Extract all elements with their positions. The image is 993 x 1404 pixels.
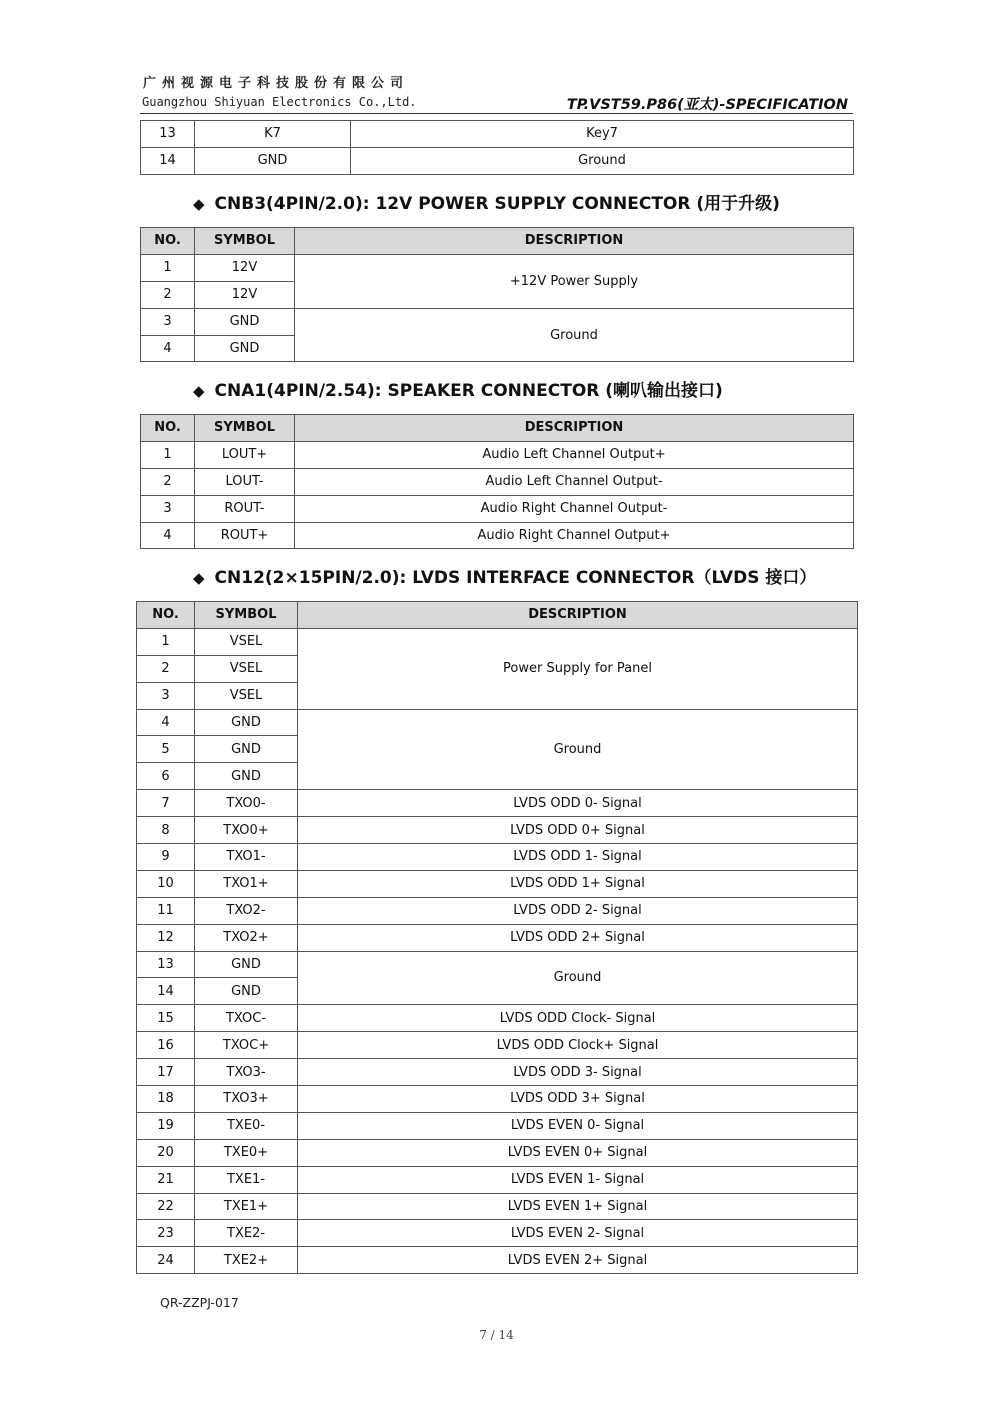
column-header-description: DESCRIPTION: [295, 415, 854, 442]
pin-number: 4: [137, 709, 195, 736]
pin-number: 15: [137, 1005, 195, 1032]
pin-symbol: VSEL: [195, 655, 298, 682]
column-header-no: NO.: [141, 228, 195, 255]
pin-number: 1: [141, 254, 195, 281]
pin-number: 1: [137, 628, 195, 655]
table-row: [141, 121, 854, 148]
table-row: [137, 1139, 858, 1166]
pin-description: Audio Right Channel Output-: [295, 495, 854, 522]
pin-description: Key7: [351, 121, 854, 148]
pin-symbol: TXO3-: [195, 1059, 298, 1086]
pin-symbol: GND: [195, 709, 298, 736]
pin-description: +12V Power Supply: [295, 254, 854, 308]
section-heading-cnb3: [193, 189, 780, 214]
pin-description: LVDS EVEN 2+ Signal: [298, 1247, 858, 1274]
pin-description: Ground: [295, 308, 854, 362]
pin-number: 3: [141, 308, 195, 335]
pin-number: 21: [137, 1166, 195, 1193]
table-row: [141, 441, 854, 468]
column-header-symbol: SYMBOL: [195, 228, 295, 255]
pin-description: LVDS ODD 3- Signal: [298, 1059, 858, 1086]
pin-number: 7: [137, 790, 195, 817]
header-row: [141, 415, 854, 442]
pin-symbol: TXE2-: [195, 1220, 298, 1247]
table-row: [137, 1086, 858, 1113]
pin-description: Power Supply for Panel: [298, 628, 858, 709]
pin-symbol: LOUT-: [195, 468, 295, 495]
pin-symbol: TXO0+: [195, 817, 298, 844]
pin-symbol: VSEL: [195, 682, 298, 709]
page-number: 7 / 14: [479, 1328, 514, 1342]
pin-symbol: GND: [195, 763, 298, 790]
pin-symbol: TXO2+: [195, 924, 298, 951]
pin-number: 20: [137, 1139, 195, 1166]
pin-description: Audio Left Channel Output+: [295, 441, 854, 468]
pin-description: Ground: [298, 951, 858, 1005]
diamond-bullet-icon: ◆: [193, 569, 205, 587]
pin-symbol: TXO0-: [195, 790, 298, 817]
pin-description: LVDS ODD 0- Signal: [298, 790, 858, 817]
pin-number: 8: [137, 817, 195, 844]
pin-number: 2: [141, 468, 195, 495]
pin-number: 9: [137, 844, 195, 871]
header-row: [137, 602, 858, 629]
pin-number: 16: [137, 1032, 195, 1059]
cna1-pin-table: [140, 414, 854, 549]
pin-description: LVDS ODD 2+ Signal: [298, 924, 858, 951]
table-row: [137, 628, 858, 655]
diamond-bullet-icon: ◆: [193, 195, 205, 213]
form-code: QR-ZZPJ-017: [160, 1295, 239, 1310]
key-continuation-table: [140, 120, 854, 175]
pin-description: LVDS ODD 3+ Signal: [298, 1086, 858, 1113]
table-row: [137, 924, 858, 951]
pin-number: 19: [137, 1112, 195, 1139]
pin-number: 14: [141, 147, 195, 174]
column-header-description: DESCRIPTION: [295, 228, 854, 255]
pin-number: 3: [137, 682, 195, 709]
column-header-no: NO.: [137, 602, 195, 629]
section-title: CN12(2×15PIN/2.0): LVDS INTERFACE CONNECTOR（LVDS 接口）: [214, 568, 817, 588]
pin-number: 4: [141, 522, 195, 549]
diamond-bullet-icon: ◆: [193, 382, 205, 400]
pin-symbol: GND: [195, 736, 298, 763]
pin-symbol: TXE1+: [195, 1193, 298, 1220]
table-row: [137, 1247, 858, 1274]
pin-symbol: VSEL: [195, 628, 298, 655]
pin-description: LVDS ODD Clock+ Signal: [298, 1032, 858, 1059]
pin-number: 4: [141, 335, 195, 362]
pin-symbol: GND: [195, 308, 295, 335]
pin-symbol: LOUT+: [195, 441, 295, 468]
pin-symbol: GND: [195, 335, 295, 362]
pin-description: LVDS EVEN 0+ Signal: [298, 1139, 858, 1166]
section-title: CNA1(4PIN/2.54): SPEAKER CONNECTOR (喇叭输出接口): [214, 381, 723, 401]
table-row: [137, 1059, 858, 1086]
pin-number: 23: [137, 1220, 195, 1247]
column-header-description: DESCRIPTION: [298, 602, 858, 629]
pin-symbol: TXE2+: [195, 1247, 298, 1274]
table-row: [137, 1005, 858, 1032]
table-row: [137, 790, 858, 817]
pin-number: 11: [137, 897, 195, 924]
document-title: TP.VST59.P86(亚太)-SPECIFICATION: [566, 97, 848, 113]
table-row: [137, 951, 858, 978]
header-row: [141, 228, 854, 255]
pin-number: 13: [141, 121, 195, 148]
pin-symbol: TXO1+: [195, 870, 298, 897]
pin-number: 10: [137, 870, 195, 897]
pin-description: LVDS EVEN 0- Signal: [298, 1112, 858, 1139]
pin-number: 14: [137, 978, 195, 1005]
pin-description: Audio Right Channel Output+: [295, 522, 854, 549]
table-row: [137, 709, 858, 736]
pin-number: 3: [141, 495, 195, 522]
pin-symbol: TXO3+: [195, 1086, 298, 1113]
table-row: [141, 254, 854, 281]
pin-description: LVDS EVEN 1- Signal: [298, 1166, 858, 1193]
table-row: [137, 817, 858, 844]
pin-symbol: TXE1-: [195, 1166, 298, 1193]
column-header-symbol: SYMBOL: [195, 415, 295, 442]
pin-symbol: ROUT+: [195, 522, 295, 549]
pin-number: 18: [137, 1086, 195, 1113]
cnb3-pin-table: [140, 227, 854, 362]
pin-number: 5: [137, 736, 195, 763]
pin-symbol: GND: [195, 978, 298, 1005]
company-name-chinese: 广州视源电子科技股份有限公司: [143, 76, 410, 91]
pin-symbol: GND: [195, 147, 351, 174]
pin-number: 13: [137, 951, 195, 978]
pin-symbol: 12V: [195, 281, 295, 308]
header-divider: [140, 113, 853, 114]
table-row: [141, 495, 854, 522]
company-name-english: Guangzhou Shiyuan Electronics Co.,Ltd.: [142, 95, 417, 109]
pin-symbol: GND: [195, 951, 298, 978]
pin-description: Audio Left Channel Output-: [295, 468, 854, 495]
pin-description: LVDS ODD 1+ Signal: [298, 870, 858, 897]
pin-description: LVDS ODD 0+ Signal: [298, 817, 858, 844]
table-row: [137, 897, 858, 924]
section-heading-cn12: [193, 563, 816, 588]
table-row: [137, 1193, 858, 1220]
table-row: [137, 844, 858, 871]
table-row: [137, 1220, 858, 1247]
table-row: [137, 1166, 858, 1193]
column-header-symbol: SYMBOL: [195, 602, 298, 629]
pin-description: Ground: [298, 709, 858, 790]
table-row: [141, 147, 854, 174]
section-title: CNB3(4PIN/2.0): 12V POWER SUPPLY CONNECTOR (用于升级): [214, 194, 780, 214]
pin-description: LVDS ODD 2- Signal: [298, 897, 858, 924]
pin-symbol: TXE0+: [195, 1139, 298, 1166]
pin-description: LVDS EVEN 2- Signal: [298, 1220, 858, 1247]
pin-symbol: TXOC-: [195, 1005, 298, 1032]
pin-description: LVDS EVEN 1+ Signal: [298, 1193, 858, 1220]
pin-symbol: 12V: [195, 254, 295, 281]
pin-description: LVDS ODD 1- Signal: [298, 844, 858, 871]
section-heading-cna1: [193, 376, 723, 401]
table-row: [137, 1032, 858, 1059]
pin-description: LVDS ODD Clock- Signal: [298, 1005, 858, 1032]
pin-number: 2: [137, 655, 195, 682]
pin-number: 6: [137, 763, 195, 790]
pin-number: 12: [137, 924, 195, 951]
table-row: [141, 468, 854, 495]
pin-symbol: TXOC+: [195, 1032, 298, 1059]
table-row: [137, 1112, 858, 1139]
table-row: [137, 870, 858, 897]
column-header-no: NO.: [141, 415, 195, 442]
pin-symbol: TXO1-: [195, 844, 298, 871]
pin-symbol: ROUT-: [195, 495, 295, 522]
pin-symbol: K7: [195, 121, 351, 148]
pin-number: 24: [137, 1247, 195, 1274]
pin-number: 17: [137, 1059, 195, 1086]
pin-symbol: TXO2-: [195, 897, 298, 924]
pin-number: 1: [141, 441, 195, 468]
pin-number: 2: [141, 281, 195, 308]
cn12-lvds-pin-table: [136, 601, 858, 1274]
pin-symbol: TXE0-: [195, 1112, 298, 1139]
table-row: [141, 522, 854, 549]
pin-number: 22: [137, 1193, 195, 1220]
table-row: [141, 308, 854, 335]
pin-description: Ground: [351, 147, 854, 174]
